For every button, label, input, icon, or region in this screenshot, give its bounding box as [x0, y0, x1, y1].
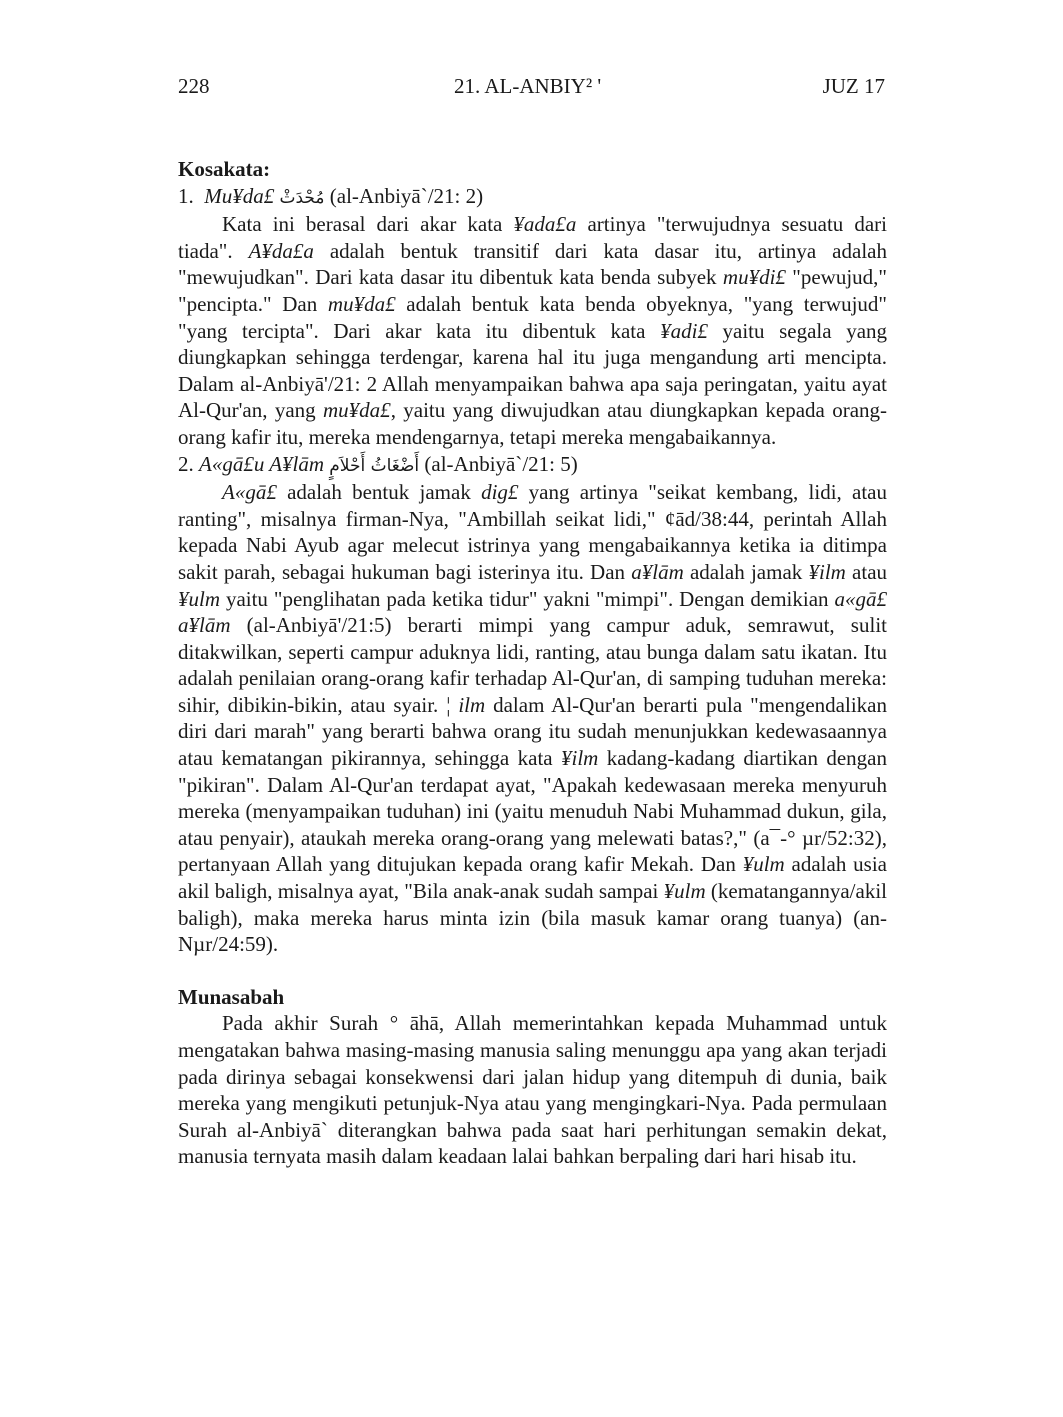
- italic-term: mu¥da£: [323, 398, 391, 423]
- page-number: 228: [178, 74, 210, 98]
- italic-term: ¥ilm: [560, 746, 599, 771]
- entry-reference: (al-Anbiyā`/21: 2): [329, 183, 484, 208]
- italic-term: A«gā£: [222, 480, 277, 505]
- italic-term: a¥lām: [631, 559, 684, 584]
- juz-label: JUZ 17: [822, 74, 885, 98]
- italic-term: dig£: [481, 480, 519, 505]
- surah-title: 21. AL-ANBIY² ': [454, 74, 602, 98]
- munasabah-paragraph: Pada akhir Surah ° āhā, Allah memerintahkan kepada Muhammad untuk mengatakan bahwa masing-masing manusia saling menunggu apa yang akan terjadi pada dirinya sebagai konsekwensi dari jalan hidup yang ditempuh di dunia, baik mereka yang mengikuti petunjuk-Nya atau yang mengingkari-Nya. Pada permulaan Surah al-Anbiyā` diterangkan bahwa pada saat hari perhitungan semakin dekat, manusia ternyata masih dalam keadaan lalai bahkan berpaling dari hari hisab itu.: [178, 1011, 887, 1169]
- italic-term: ¥ulm: [742, 852, 785, 877]
- vocab-entry-1-title: [178, 183, 887, 212]
- entry-term: A«gā£u A¥lām: [199, 451, 325, 476]
- entry-term: Mu¥da£: [204, 183, 275, 208]
- italic-term: ¥ulm: [663, 879, 706, 904]
- page-header: [178, 74, 887, 102]
- section-spacer: [178, 958, 887, 984]
- entry-reference: (al-Anbiyā`/21: 5): [424, 451, 578, 476]
- italic-term: ¥ilm: [808, 559, 846, 584]
- page-content: [178, 156, 887, 1170]
- italic-term: ¥ada£a: [513, 212, 577, 237]
- entry-number: 1.: [178, 183, 194, 208]
- italic-term: ¥ulm: [178, 586, 220, 611]
- vocab-entry-2-paragraph: A«gā£ adalah bentuk jamak dig£ yang artinya "seikat kembang, lidi, atau ranting", misalnya firman-Nya, "Ambillah seikat lidi," ¢ād/38:44, perintah Allah kepada Nabi Ayub agar melecut istrinya yang mengabaikannya ketika ia ditimpa sakit parah, sebagai hukuman bagi isterinya itu. Dan a¥lām adalah jamak ¥ilm atau ¥ulm yaitu "penglihatan pada ketika tidur" yakni "mimpi". Dengan demikian a«gā£ a¥lām (al-Anbiyā'/21:5) berarti mimpi yang campur aduk, semrawut, sulit ditakwilkan, seperti campur aduknya lidi, ranting, atau bunga dalam satu ikatan. Itu adalah penilaian orang-orang kafir terhadap Al-Qur'an, di samping tuduhan mereka: sihir, dibikin-bikin, atau syair. ¦ ilm dalam Al-Qur'an berarti pula "mengendalikan diri dari marah" yang berarti bahwa orang itu sudah menunjukkan kedewasaannya atau kematangan pikirannya, sehingga kata ¥ilm kadang-kadang diartikan dengan "pikiran". Dalam Al-Qur'an terdapat ayat, "Apakah kedewasaan mereka menyuruh mereka (menyampaikan tuduhan) ini (yaitu menuduh Nabi Muhammad dukun, gila, atau penyair), ataukah mereka orang-orang yang melewati batas?," (a¯-° µr/52:32), pertanyaan Allah yang ditujukan kepada orang kafir Mekah. Dan ¥ulm adalah usia akil baligh, misalnya ayat, "Bila anak-anak sudah sampai ¥ulm (kematangannya/akil baligh), maka mereka harus minta izin (bila masuk kamar orang tuanya) (an-Nµr/24:59).: [178, 480, 888, 957]
- italic-term: A¥da£a: [248, 238, 314, 263]
- munasabah-heading: Munasabah: [178, 984, 285, 1009]
- italic-term: mu¥di£: [722, 265, 786, 290]
- vocab-entry-2-title: [178, 451, 887, 480]
- italic-term: ilm: [458, 692, 486, 717]
- kosakata-heading: Kosakata:: [178, 157, 271, 181]
- entry-arabic: أَضْغَاثُ أَحْلاَمٍ: [329, 455, 420, 476]
- vocab-entry-1-paragraph: Kata ini berasal dari akar kata ¥ada£a artinya "terwujudnya sesuatu dari tiada". A¥da£a adalah bentuk transitif dari kata dasar itu, artinya adalah "mewujudkan". Dari kata dasar itu dibentuk kata benda subyek mu¥di£ "pewujud," "pencipta." Dan mu¥da£ adalah bentuk kata benda obyeknya, "yang terwujud" "yang tercipta". Dari akar kata itu dibentuk kata ¥adi£ yaitu segala yang diungkapkan sehingga terdengar, karena hal itu juga mengandung arti mencipta. Dalam al-Anbiyā'/21: 2 Allah menyampaikan bahwa apa saja peringatan, yaitu ayat Al-Qur'an, yang mu¥da£, yaitu yang diwujudkan atau diungkapkan kepada orang-orang kafir itu, mereka mendengarnya, tetapi mereka mengabaikannya.: [178, 212, 888, 449]
- entry-number: 2.: [178, 451, 194, 476]
- italic-term: ¥adi£: [660, 318, 708, 343]
- italic-term: a«gā£ a¥lām: [178, 586, 887, 638]
- italic-term: mu¥da£: [327, 291, 396, 316]
- entry-arabic: مُحْدَثْ: [279, 187, 325, 208]
